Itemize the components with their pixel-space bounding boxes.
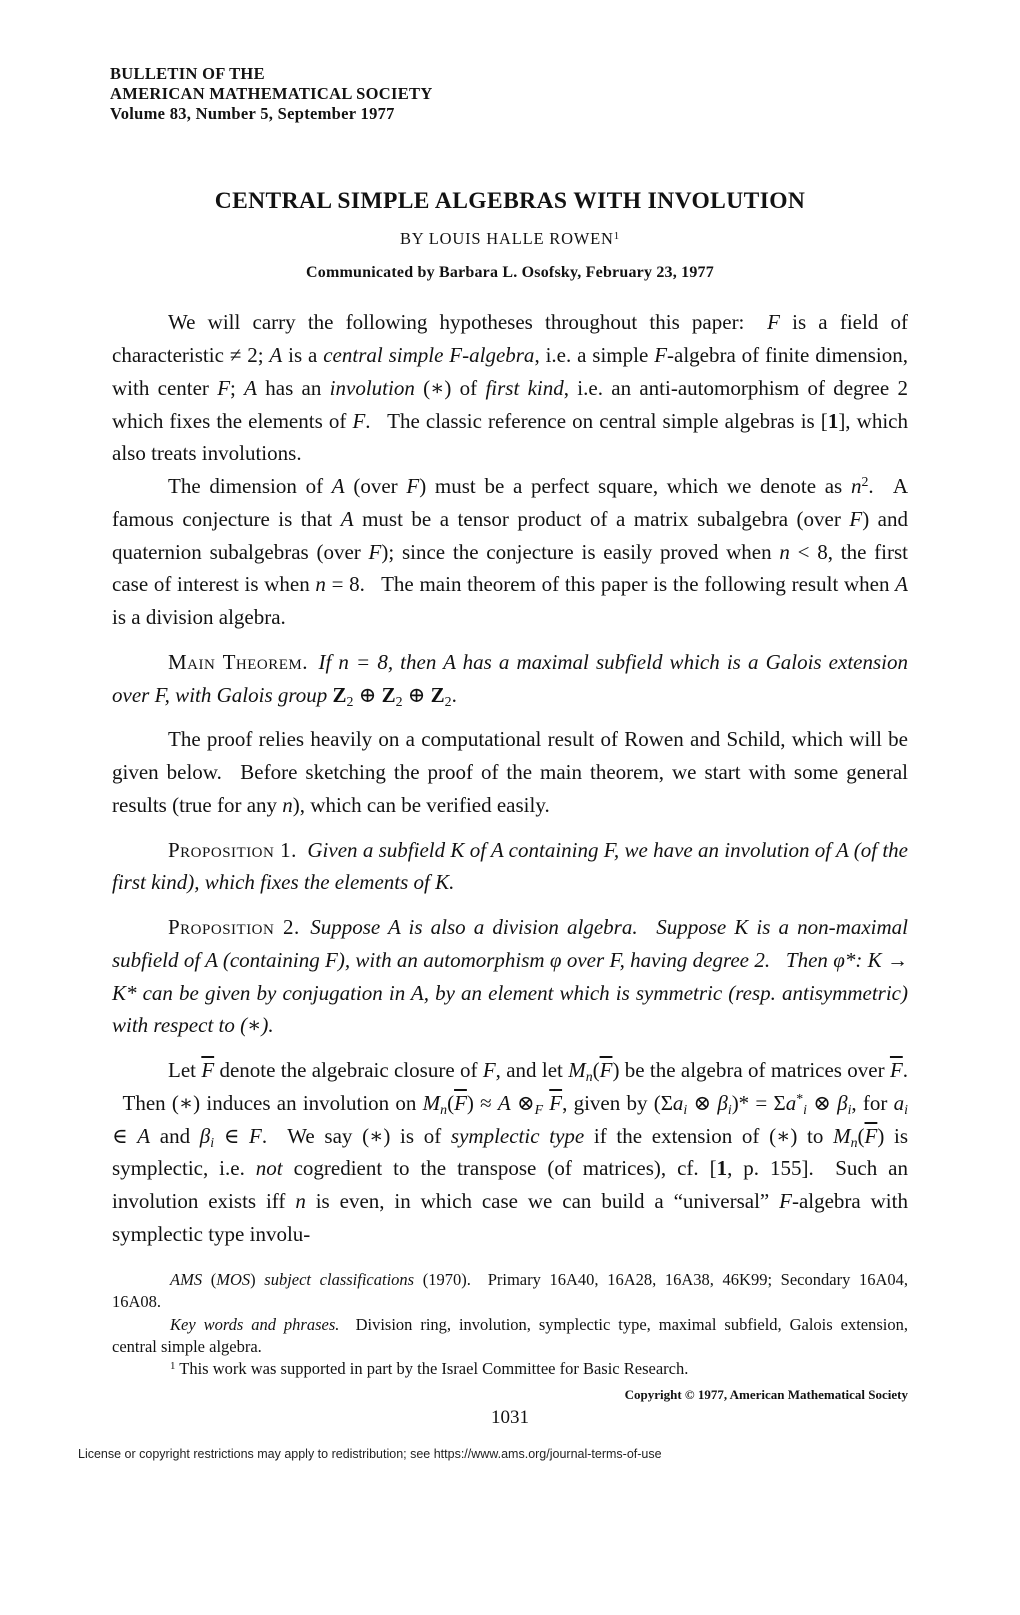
text-run: Key words and phrases.: [170, 1314, 340, 1334]
text-run: i: [904, 1101, 908, 1117]
text-run: Proposition 2.: [168, 915, 300, 940]
text-run: involution: [329, 375, 415, 400]
text-run: F: [779, 1189, 792, 1214]
text-run: i: [727, 1101, 732, 1117]
text-run: F: [654, 343, 668, 368]
text-run: first kind: [485, 375, 564, 400]
text-run: 2: [444, 693, 452, 709]
text-run: i: [210, 1134, 215, 1150]
communicated-line: Communicated by Barbara L. Osofsky, February 23, 1977: [306, 264, 714, 282]
text-run: , given by (Σ: [562, 1090, 673, 1115]
text-run: F: [767, 310, 780, 335]
text-run: central simple F-algebra: [323, 343, 535, 368]
text-run: Proposition 1.: [168, 837, 297, 862]
text-run: ∈: [214, 1123, 250, 1148]
paragraph-symplectic: [112, 1054, 908, 1251]
paragraph-proof-relies: [112, 723, 908, 821]
text-run: A: [269, 343, 283, 368]
text-run: must be a tensor product of a matrix subalgebra (over: [353, 506, 850, 531]
text-run: n: [282, 792, 293, 817]
text-run: )* = Σ: [731, 1090, 786, 1115]
text-run: n: [850, 1134, 858, 1150]
text-run: n: [850, 474, 862, 499]
journal-header: [0, 0, 1020, 124]
copyright-line: Copyright © 1977, American Mathematical Society: [624, 1386, 908, 1402]
article-body: [112, 306, 908, 1250]
footnote-keywords: [112, 1314, 908, 1359]
text-run: 1: [170, 1359, 176, 1372]
text-run: Main Theorem.: [168, 649, 308, 674]
text-run: *: [796, 1090, 804, 1106]
text-run: ) must be a perfect square, which we denote as: [419, 474, 851, 499]
text-run: $\overline{F}$: [889, 1058, 903, 1083]
text-run: M: [568, 1058, 586, 1083]
text-run: (: [447, 1090, 455, 1115]
text-run: 2: [346, 693, 354, 709]
text-run: (: [202, 1269, 217, 1289]
text-run: and: [150, 1123, 200, 1148]
text-run: n: [295, 1189, 306, 1214]
text-run: n: [779, 539, 790, 564]
proposition-2: [112, 911, 908, 1042]
text-run: The proof relies heavily on a computational result of Rowen and Schild, which will be given below. Before sketching the proof of the main theorem, we start with some general results (true for any: [112, 727, 908, 817]
text-run: $\overline{F}$: [201, 1058, 215, 1083]
text-run: . We say (∗) is of: [261, 1123, 451, 1148]
license-line: License or copyright restrictions may apply to redistribution; see https://www.ams.org/journal-terms-of-use: [78, 1446, 662, 1461]
text-run: i: [683, 1101, 688, 1117]
text-run: a: [785, 1090, 797, 1115]
text-run: Z: [332, 682, 347, 707]
text-run: ⊕: [353, 682, 382, 707]
text-run: i: [847, 1101, 852, 1117]
footnotes: [112, 1269, 908, 1381]
text-run: = 8. The main theorem of this paper is the following result when: [325, 572, 896, 597]
text-run: We will carry the following hypotheses throughout this paper:: [168, 310, 768, 335]
text-run: [297, 838, 308, 862]
text-run: . A famous conjecture is that: [112, 474, 909, 531]
text-run: If n = 8, then A has a maximal subfield which is a Galois extension over F, with Galois group: [112, 649, 908, 707]
text-run: [300, 915, 311, 939]
text-run: A: [497, 1090, 511, 1115]
text-run: MOS: [216, 1269, 251, 1289]
text-run: . Then (∗) induces an involution on: [112, 1058, 909, 1115]
byline-text: BY LOUIS HALLE ROWEN: [399, 229, 614, 249]
text-run: A: [244, 375, 257, 400]
text-run: Let: [168, 1058, 202, 1083]
text-run: ⊗: [687, 1090, 718, 1115]
main-theorem: [112, 646, 908, 712]
text-run: $\overline{F}$: [864, 1123, 878, 1148]
text-run: M: [422, 1090, 441, 1115]
text-run: i: [803, 1101, 808, 1117]
text-run: $\overline{F}$: [549, 1090, 563, 1115]
text-run: [308, 650, 319, 674]
text-run: M: [833, 1123, 851, 1148]
text-run: F: [217, 375, 231, 400]
text-run: F: [368, 539, 382, 564]
text-run: AMS: [170, 1269, 203, 1289]
text-run: Division ring, involution, symplectic type, maximal subfield, Galois extension, central simple algebra.: [112, 1314, 908, 1356]
text-run: ); since the conjecture is easily proved when: [381, 539, 780, 564]
text-run: is a: [282, 343, 324, 368]
text-run: 1: [716, 1156, 728, 1181]
text-run: 2: [395, 693, 403, 709]
text-run: ) ≈: [466, 1090, 498, 1115]
text-run: Suppose A is also a division algebra. Suppose K is a non-maximal subfield of A (containing F), with an automorphism φ over F, having degree 2. Then φ*: K → K* can be given by conjugation in A, by an element which is symmetric (resp. antisymmetric) with respect to (∗).: [112, 915, 908, 1038]
text-run: n: [440, 1101, 448, 1117]
text-run: ∈: [112, 1123, 138, 1148]
text-run: β: [837, 1090, 848, 1115]
text-run: , i.e. a simple: [534, 343, 655, 368]
byline: [0, 229, 1020, 249]
text-run: β: [199, 1123, 211, 1148]
text-run: The dimension of: [168, 474, 332, 499]
text-run: (: [592, 1058, 600, 1083]
text-run: $\overline{F}$: [599, 1058, 613, 1083]
text-run: F: [249, 1123, 262, 1148]
text-run: , for: [851, 1090, 894, 1115]
text-run: subject classifications: [264, 1269, 415, 1289]
text-run: (: [857, 1123, 865, 1148]
text-run: ) and quaternion subalgebras (over: [112, 506, 908, 564]
journal-name-line-2: AMERICAN MATHEMATICAL SOCIETY: [110, 84, 433, 104]
text-run: ⊗: [807, 1090, 838, 1115]
text-run: a: [672, 1090, 684, 1115]
text-run: 2: [861, 474, 869, 490]
text-run: F: [482, 1058, 496, 1083]
text-run: A: [340, 506, 354, 531]
journal-name-line-1: BULLETIN OF THE: [110, 64, 265, 83]
text-run: has an: [256, 375, 330, 400]
text-run: , i.e. an anti-automorphism of degree 2 which fixes the elements of: [112, 375, 908, 433]
text-run: a: [893, 1090, 905, 1115]
text-run: 1: [827, 408, 839, 433]
text-run: if the extension of (∗) to: [584, 1123, 834, 1148]
article-title: CENTRAL SIMPLE ALGEBRAS WITH INVOLUTION: [214, 188, 806, 215]
text-run: A: [331, 474, 345, 499]
paragraph-hypotheses: [112, 306, 908, 470]
text-run: ), which can be verified easily.: [292, 792, 550, 817]
text-run: denote the algebraic closure of: [214, 1058, 483, 1083]
footnote-support: [112, 1358, 908, 1380]
text-run: (over: [344, 474, 407, 499]
text-run: $\overline{F}$: [454, 1090, 467, 1115]
text-run: n: [315, 572, 326, 597]
text-run: F: [352, 408, 366, 433]
page-number: 1031: [491, 1406, 529, 1428]
text-run: F: [849, 506, 863, 531]
text-run: n: [585, 1069, 593, 1084]
text-run: not: [255, 1156, 283, 1181]
text-run: Given a subfield K of A containing F, we have an involution of A (of the first kind), which fixes the elements of K.: [112, 837, 908, 895]
text-run: ) be the algebra of matrices over: [612, 1058, 890, 1083]
text-run: ;: [230, 375, 245, 400]
text-run: , and let: [495, 1058, 569, 1083]
text-run: F: [406, 474, 420, 499]
text-run: . The classic reference on central simple algebras is [: [365, 408, 828, 433]
text-run: β: [717, 1090, 728, 1115]
text-run: ) is symplectic, i.e.: [112, 1123, 909, 1181]
text-run: -algebra with symplectic type involu-: [112, 1189, 908, 1246]
text-run: (1970). Primary 16A40, 16A28, 16A38, 46K99; Secondary 16A04, 16A08.: [112, 1269, 909, 1312]
text-run: ], which also treats involutions.: [112, 408, 908, 466]
text-run: < 8, the first case of interest is when: [112, 539, 908, 597]
text-run: F: [534, 1101, 544, 1117]
text-run: This work was supported in part by the Israel Committee for Basic Research.: [175, 1359, 689, 1379]
footnote-classifications: [112, 1269, 908, 1314]
text-run: ⊗: [510, 1090, 535, 1115]
text-run: Z: [381, 682, 396, 707]
byline-footnote-mark: 1: [613, 229, 621, 242]
proposition-1: [112, 834, 908, 900]
text-run: symplectic type: [450, 1123, 585, 1148]
journal-issue-line: Volume 83, Number 5, September 1977: [110, 104, 395, 124]
text-run: ): [250, 1269, 265, 1289]
text-run: is a division algebra.: [112, 605, 286, 630]
text-run: cogredient to the transpose (of matrices), cf. [: [282, 1156, 717, 1181]
text-run: .: [451, 682, 457, 707]
text-run: is a field of characteristic ≠ 2;: [112, 310, 908, 368]
text-run: is even, in which case we can build a “universal”: [305, 1189, 780, 1214]
text-run: A: [137, 1123, 151, 1148]
paragraph-dimension: [112, 470, 908, 634]
text-run: A: [895, 572, 908, 597]
text-run: -algebra of finite dimension, with center: [112, 343, 908, 400]
text-run: ⊕: [402, 682, 431, 707]
text-run: , p. 155]. Such an involution exists iff: [112, 1156, 908, 1214]
text-run: Z: [430, 682, 445, 707]
text-run: (∗) of: [414, 375, 486, 400]
